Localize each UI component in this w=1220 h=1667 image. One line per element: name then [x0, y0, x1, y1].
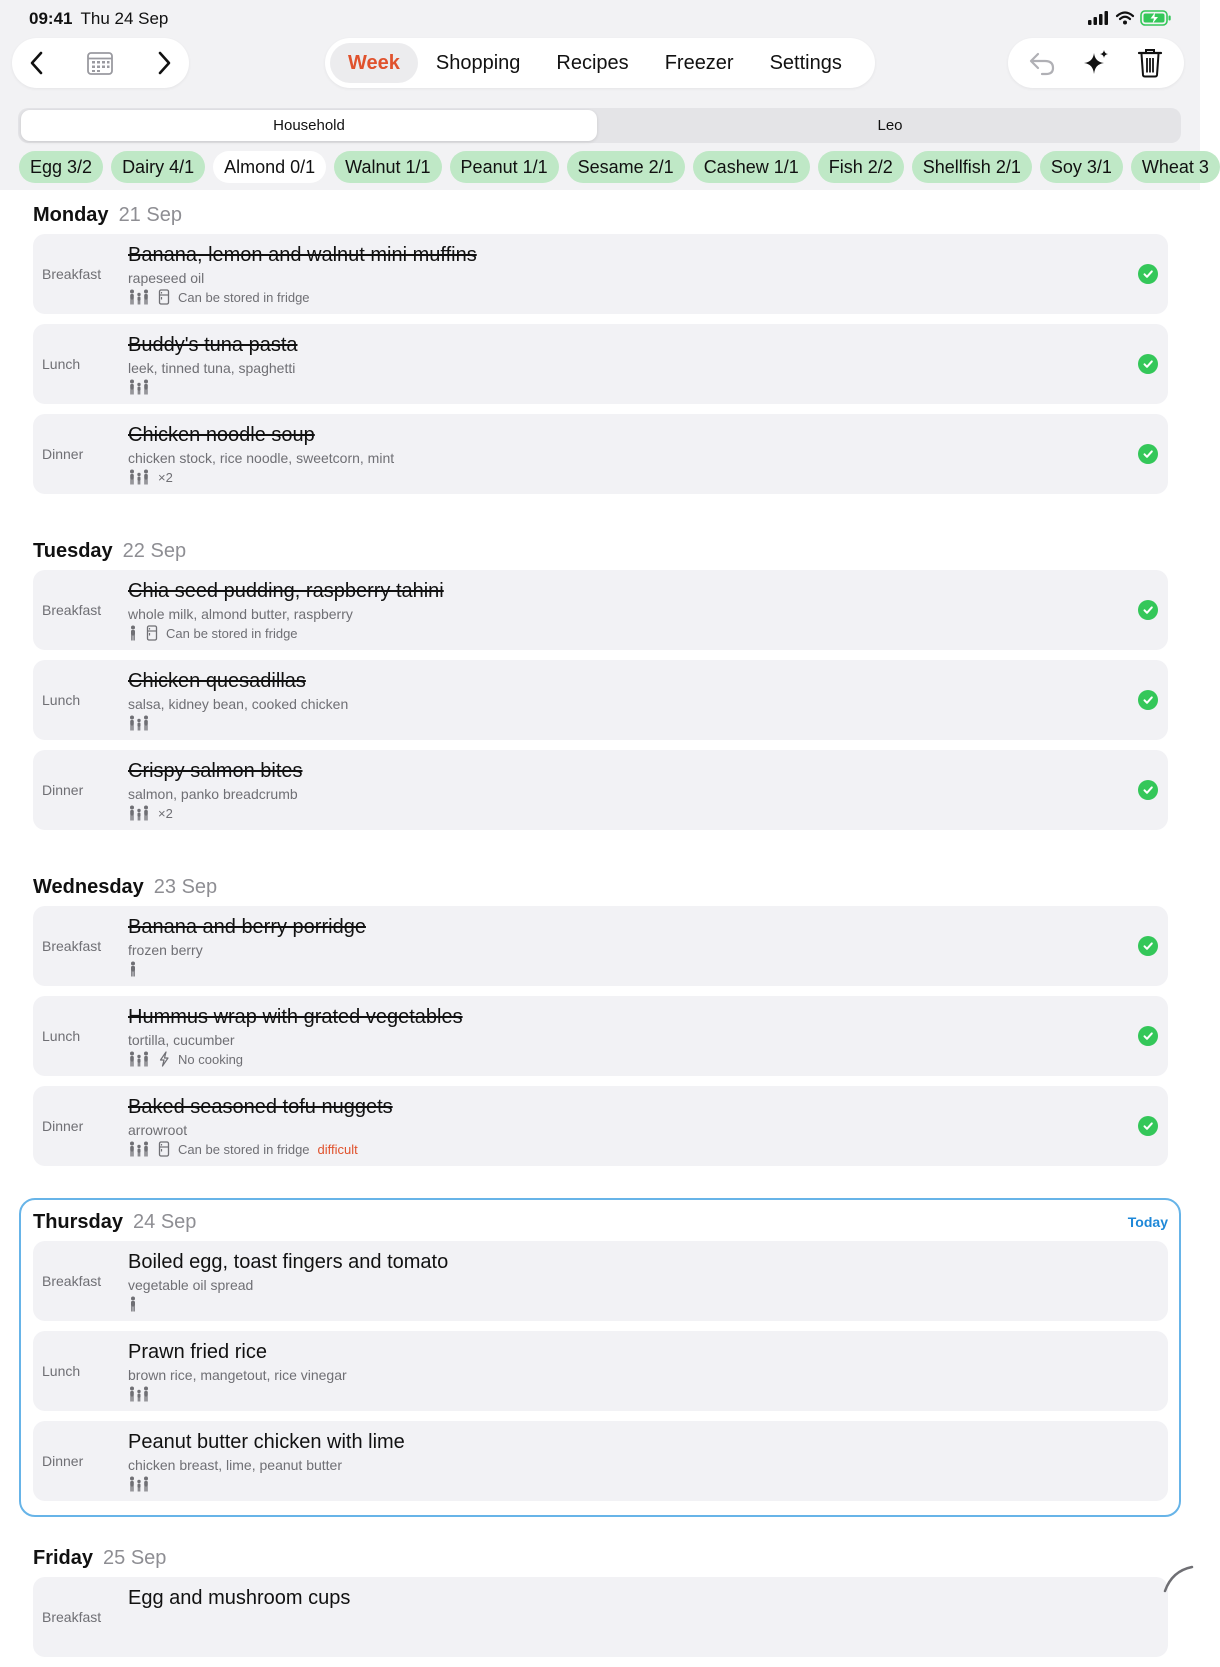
status-icons — [1088, 10, 1172, 31]
allergen-chip[interactable]: Soy 3/1 — [1040, 151, 1123, 183]
family-icon — [128, 469, 150, 485]
tab-freezer[interactable]: Freezer — [664, 52, 734, 74]
tab-recipes[interactable]: Recipes — [556, 52, 629, 74]
meal-card[interactable] — [33, 660, 1168, 740]
allergen-chip[interactable]: Fish 2/2 — [818, 151, 904, 183]
meal-meta — [128, 1296, 138, 1312]
allergen-chip[interactable]: Cashew 1/1 — [693, 151, 810, 183]
top-bar — [0, 0, 1209, 190]
check-icon[interactable] — [1138, 690, 1158, 710]
quick-note: No cooking — [178, 1051, 244, 1067]
meal-ingredients: chicken breast, lime, peanut butter — [128, 1457, 343, 1473]
serving-multiplier: ×2 — [158, 805, 173, 821]
trash-icon[interactable] — [1124, 38, 1176, 88]
signal-icon — [1088, 11, 1110, 30]
allergen-chip[interactable]: Walnut 1/1 — [334, 151, 441, 183]
day-name: Tuesday — [33, 539, 113, 562]
meal-card[interactable] — [33, 1421, 1168, 1501]
meal-card[interactable] — [33, 324, 1168, 404]
meal-title: Hummus wrap with grated vegetables — [128, 1006, 463, 1028]
meal-title: Banana, lemon and walnut mini muffins — [128, 244, 477, 266]
tab-week[interactable]: Week — [330, 43, 418, 83]
meal-title: Chicken quesadillas — [128, 670, 306, 692]
meal-type: Breakfast — [42, 602, 102, 618]
day-name: Thursday — [33, 1210, 124, 1233]
day-name: Monday — [33, 203, 109, 226]
allergen-chip[interactable]: Egg 3/2 — [19, 151, 103, 183]
storage-note: Can be stored in fridge — [166, 625, 298, 641]
day-header — [33, 196, 1168, 234]
meal-type: Dinner — [42, 1453, 84, 1469]
day-friday — [33, 1539, 1168, 1667]
meal-type: Dinner — [42, 446, 84, 462]
family-icon — [128, 1141, 150, 1157]
family-icon — [128, 289, 150, 305]
tab-shopping[interactable]: Shopping — [435, 52, 521, 74]
status-date: Thu 24 Sep — [80, 9, 169, 28]
meal-card[interactable] — [33, 414, 1168, 494]
meal-title: Boiled egg, toast fingers and tomato — [128, 1251, 449, 1273]
meal-meta — [128, 625, 298, 641]
chevron-left-icon[interactable] — [12, 38, 62, 88]
meal-meta — [128, 715, 150, 731]
day-date: 25 Sep — [103, 1546, 167, 1569]
meal-ingredients: arrowroot — [128, 1122, 188, 1138]
meal-meta — [128, 469, 173, 485]
check-icon[interactable] — [1138, 936, 1158, 956]
meal-card[interactable] — [33, 234, 1168, 314]
fridge-icon — [158, 289, 170, 305]
meal-meta — [128, 1476, 150, 1492]
meal-title: Chicken noodle soup — [128, 424, 315, 446]
meal-title: Crispy salmon bites — [128, 760, 303, 782]
meal-ingredients: whole milk, almond butter, raspberry — [128, 606, 353, 622]
family-icon — [128, 1051, 150, 1067]
meal-meta — [128, 1386, 150, 1402]
storage-note: Can be stored in fridge — [178, 1141, 310, 1157]
meal-card[interactable] — [33, 750, 1168, 830]
check-icon[interactable] — [1138, 600, 1158, 620]
meal-ingredients: rapeseed oil — [128, 270, 205, 286]
allergen-chip[interactable]: Peanut 1/1 — [450, 151, 559, 183]
day-date: 22 Sep — [122, 539, 187, 562]
meal-card[interactable] — [33, 1577, 1168, 1657]
allergen-chips — [19, 151, 1209, 183]
day-header — [33, 532, 1168, 570]
profile-leo[interactable]: Leo — [877, 117, 903, 134]
meal-type: Lunch — [42, 356, 81, 372]
family-icon — [128, 715, 150, 731]
meal-type: Dinner — [42, 782, 84, 798]
day-date: 21 Sep — [118, 203, 182, 226]
battery-charging-icon — [1140, 10, 1172, 31]
day-header — [33, 1539, 1168, 1577]
meal-card[interactable] — [33, 1241, 1168, 1321]
check-icon[interactable] — [1138, 780, 1158, 800]
calendar-icon[interactable] — [75, 38, 125, 88]
single-person-icon — [128, 625, 138, 641]
meal-ingredients: leek, tinned tuna, spaghetti — [128, 360, 296, 376]
meal-title: Peanut butter chicken with lime — [128, 1431, 405, 1453]
meal-type: Lunch — [42, 692, 81, 708]
meal-meta — [128, 1141, 358, 1157]
meal-type: Breakfast — [42, 266, 102, 282]
allergen-chip[interactable]: Shellfish 2/1 — [912, 151, 1032, 183]
meal-meta — [128, 1051, 243, 1067]
meal-type: Lunch — [42, 1028, 81, 1044]
day-wednesday — [33, 868, 1168, 1176]
allergen-chip[interactable]: Dairy 4/1 — [111, 151, 205, 183]
meal-card[interactable] — [33, 570, 1168, 650]
storage-note: Can be stored in fridge — [178, 289, 310, 305]
day-monday — [33, 196, 1168, 504]
day-date: 23 Sep — [153, 875, 218, 898]
meal-card[interactable] — [33, 1086, 1168, 1166]
meal-meta — [128, 289, 310, 305]
date-navigator — [12, 38, 189, 88]
fridge-icon — [146, 625, 158, 641]
meal-title: Baked seasoned tofu nuggets — [128, 1096, 393, 1118]
meal-meta — [128, 961, 138, 977]
fridge-icon — [158, 1141, 170, 1157]
difficulty-badge: difficult — [317, 1141, 358, 1157]
meal-ingredients: vegetable oil spread — [128, 1277, 254, 1293]
meal-type: Breakfast — [42, 1609, 102, 1625]
allergen-chip[interactable]: Wheat 3 — [1131, 151, 1220, 183]
single-person-icon — [128, 961, 138, 977]
allergen-chip[interactable]: Almond 0/1 — [213, 151, 326, 183]
day-header — [33, 1203, 1168, 1241]
family-icon — [128, 805, 150, 821]
meal-ingredients: frozen berry — [128, 942, 203, 958]
meal-card[interactable] — [33, 996, 1168, 1076]
meal-title: Chia seed pudding, raspberry tahini — [128, 580, 444, 602]
single-person-icon — [128, 1296, 138, 1312]
tab-settings[interactable]: Settings — [769, 52, 842, 74]
meal-meta — [128, 805, 173, 821]
check-icon[interactable] — [1138, 1116, 1158, 1136]
day-name: Friday — [33, 1546, 94, 1569]
scroll-indicator-icon — [1162, 1563, 1196, 1598]
wifi-icon — [1116, 11, 1134, 30]
meal-ingredients: salmon, panko breadcrumb — [128, 786, 298, 802]
meal-ingredients: salsa, kidney bean, cooked chicken — [128, 696, 349, 712]
meal-ingredients: brown rice, mangetout, rice vinegar — [128, 1367, 347, 1383]
lightning-icon — [158, 1051, 170, 1067]
sparkle-icon[interactable] — [1070, 38, 1122, 88]
profile-household[interactable]: Household — [21, 110, 597, 141]
day-tuesday — [33, 532, 1168, 840]
status-time: 09:41 — [29, 9, 73, 28]
meal-card[interactable] — [33, 906, 1168, 986]
meal-type: Breakfast — [42, 1273, 102, 1289]
profile-switcher — [18, 108, 1181, 143]
family-icon — [128, 1476, 150, 1492]
meal-ingredients: tortilla, cucumber — [128, 1032, 235, 1048]
check-icon[interactable] — [1138, 354, 1158, 374]
meal-card[interactable] — [33, 1331, 1168, 1411]
check-icon[interactable] — [1138, 264, 1158, 284]
meal-type: Lunch — [42, 1363, 81, 1379]
meal-title: Egg and mushroom cups — [128, 1587, 351, 1609]
action-group — [1008, 38, 1184, 88]
today-label: Today — [1127, 1214, 1168, 1230]
check-icon[interactable] — [1138, 1026, 1158, 1046]
day-name: Wednesday — [33, 875, 144, 898]
meal-type: Breakfast — [42, 938, 102, 954]
chevron-right-icon[interactable] — [139, 38, 189, 88]
day-header — [33, 868, 1168, 906]
meal-title: Prawn fried rice — [128, 1341, 267, 1363]
family-icon — [128, 379, 150, 395]
meal-type: Dinner — [42, 1118, 84, 1134]
main-tabs — [325, 38, 875, 88]
allergen-chip[interactable]: Sesame 2/1 — [567, 151, 685, 183]
meal-title: Buddy's tuna pasta — [128, 334, 298, 356]
serving-multiplier: ×2 — [158, 469, 173, 485]
undo-icon[interactable] — [1016, 38, 1068, 88]
meal-title: Banana and berry porridge — [128, 916, 366, 938]
check-icon[interactable] — [1138, 444, 1158, 464]
meal-meta — [128, 379, 150, 395]
day-thursday — [33, 1203, 1168, 1511]
status-bar — [29, 9, 168, 29]
family-icon — [128, 1386, 150, 1402]
day-date: 24 Sep — [133, 1210, 197, 1233]
meal-ingredients: chicken stock, rice noodle, sweetcorn, mint — [128, 450, 395, 466]
